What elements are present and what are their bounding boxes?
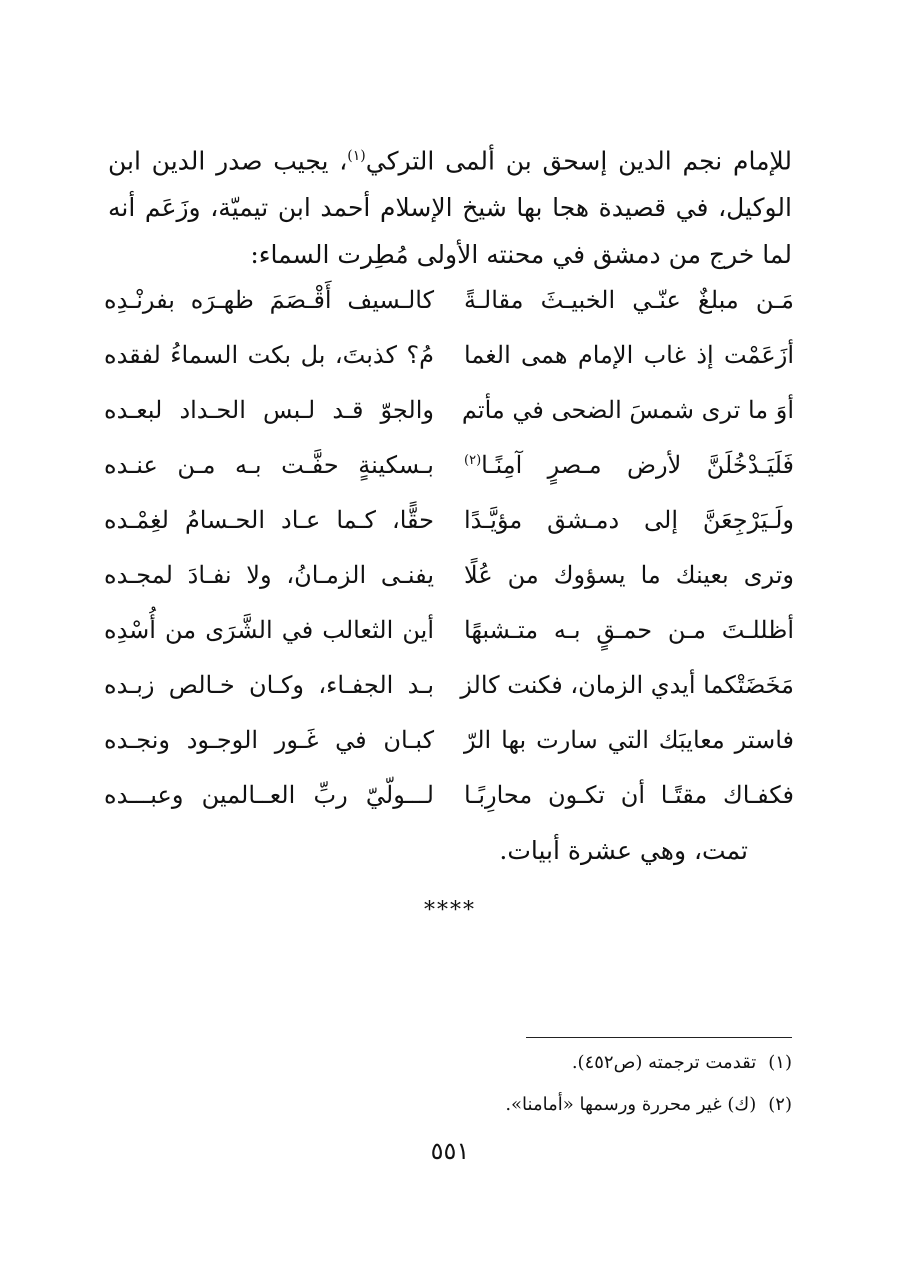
- verse-2: [100, 327, 794, 382]
- verse-second-hemistich: بـسكينةٍ حفَّـت بـه مـن عنـده: [104, 450, 434, 479]
- verse-first-hemistich: فكفـاك مقتًـا أن تكـون محارِبًـا: [464, 780, 794, 809]
- footnote-ref-1[interactable]: (١): [347, 148, 366, 164]
- footnote-text: تقدمت ترجمته (ص٤٥٢).: [571, 1052, 757, 1073]
- verse-5: [100, 492, 794, 547]
- footnote-1: [300, 1052, 792, 1073]
- verse-7: [100, 602, 794, 657]
- footnote-number: (١): [768, 1052, 792, 1073]
- section-separator: ****: [424, 898, 476, 923]
- verse-first-hemistich: [464, 451, 794, 479]
- intro-text-end: ، يجيب صدر الدين ابن الوكيل، في قصيدة هجا بها شيخ الإسلام أحمد ابن تيميّة، وزَعَم أنه لما خرج من دمشق في محنته الأولى مُطِرت السماء:: [108, 146, 792, 270]
- verse-first-hemistich: أظللـتَ مـن حمـقٍ بـه متـشبهًا: [464, 615, 794, 644]
- verse-9: [100, 712, 794, 767]
- verse-1: [100, 272, 794, 327]
- footnote-number: (٢): [768, 1094, 792, 1115]
- verse-3: [100, 382, 794, 437]
- verse-second-hemistich: يفنـى الزمـانُ، ولا نفـادَ لمجـده: [104, 560, 434, 589]
- verse-second-hemistich: مُ؟ كذبتَ، بل بكت السماءُ لفقده: [104, 340, 434, 369]
- verse-second-hemistich: لـــولّيّ ربِّ العــالمين وعبـــده: [104, 780, 434, 809]
- intro-paragraph: [108, 133, 792, 278]
- verse-first-hemistich: أزَعَمْت إذ غاب الإمام همى الغما: [464, 340, 794, 369]
- verse-second-hemistich: كالـسيف أَقْـصَمَ ظهـرَه بفرنْـدِه: [104, 285, 434, 314]
- verse-6: [100, 547, 794, 602]
- verse-first-hemistich: وترى بعينك ما يسؤوك من عُلًا: [464, 560, 794, 589]
- verse-first-hemistich: ولَـيَرْجِعَنَّ إلى دمـشق مؤيَّـدًا: [464, 505, 794, 534]
- verse-second-hemistich: بـد الجفـاء، وكـان خـالص زبـده: [104, 670, 434, 699]
- footnote-2: [300, 1094, 792, 1115]
- verse-second-hemistich: أين الثعالب في الشَّرَى من أُسْدِه: [104, 615, 434, 644]
- footnote-ref-2[interactable]: (٢): [464, 452, 482, 468]
- verse-first-hemistich: مَخَضَتْكما أيدي الزمان، فكنت كالز: [460, 670, 794, 699]
- verse-second-hemistich: والجوّ قـد لـبس الحـداد لبعـده: [104, 395, 434, 424]
- footnote-text: (ك) غير محررة ورسمها «أمامنا».: [505, 1094, 757, 1115]
- verse-second-hemistich: حقًّا، كـما عـاد الحـسامُ لغِمْـده: [104, 505, 434, 534]
- verse-first-hemistich: أوَ ما ترى شمسَ الضحى في مأتم: [461, 395, 794, 424]
- verse-first-hemistich: فاستر معايبَك التي سارت بها الرّ: [464, 725, 794, 754]
- closing-note: تمت، وهي عشرة أبيات.: [499, 836, 748, 865]
- verse-4: [100, 437, 794, 492]
- verse-8: [100, 657, 794, 712]
- poem: [100, 272, 794, 822]
- intro-text-start: للإمام نجم الدين إسحق بن ألمى التركي: [365, 146, 792, 176]
- verse-second-hemistich: كبـان في غَـور الوجـود ونجـده: [104, 725, 434, 754]
- verse-first-hemistich: مَـن مبلغٌ عنّـي الخبيـثَ مقالـةً: [464, 285, 794, 314]
- verse-10: [100, 767, 794, 822]
- page-number: ٥٥١: [430, 1137, 470, 1165]
- verse-first-text: فَلَيَـدْخُلَنَّ لأرض مـصرٍ آمِنًـا: [481, 450, 794, 479]
- footnote-divider: [526, 1037, 792, 1038]
